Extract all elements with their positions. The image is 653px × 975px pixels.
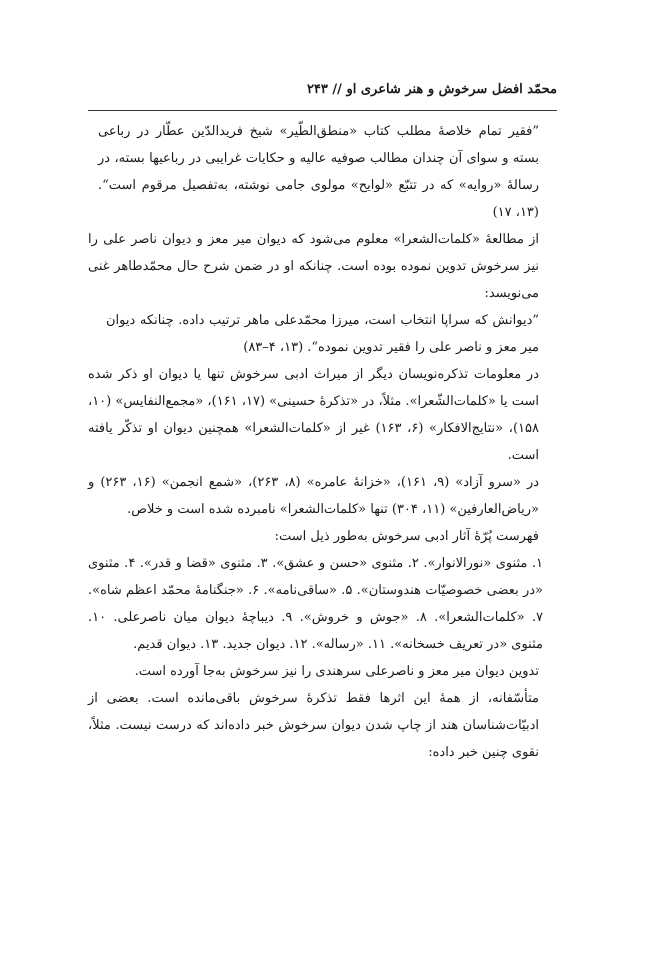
quote-paragraph: ”دیوانش که سراپا انتخاب است، میرزا محمّدعلی ماهر ترتیب داده. چنانکه دیوان میر معز و ناصر علی را فقیر تدوین نموده“. (۱۳، ۴–۸۳)	[106, 313, 539, 355]
body-paragraph: در معلومات تذکره‌نویسان دیگر از میراث ادبی سرخوش تنها یا دیوان او ذکر شده است یا «کلمات‌الشّعرا». مثلاً، در «تذکرهٔ حسینی» (۱۷، ۱۶۱)، «مجمع‌النفایس» (۱۰، ۱۵۸)، «نتایج‌الافکار» (۶، ۱۶۳) غیر از «کلمات‌الشعرا» همچنین دیوان او تذکّر یافته است.	[87, 367, 539, 463]
list-intro: فهرست پُرّهٔ آثار ادبی سرخوش به‌طور ذیل است:	[274, 529, 539, 544]
page-body	[88, 118, 557, 766]
body-paragraph: در «سرو آزاد» (۹، ۱۶۱)، «خزانهٔ عامره» (۸، ۲۶۳)، «شمع انجمن» (۱۶، ۲۶۳) و «ریاض‌العارفین» (۱۱، ۳۰۴) تنها «کلمات‌الشعرا» نامبرده شده است و خلاص.	[88, 475, 540, 517]
works-list: ۱. مثنوی «نورالانوار». ۲. مثنوی «حسن و عشق». ۳. مثنوی «قضا و قدر». ۴. مثنوی «در بعضی خصوصیّات هندوستان». ۵. «ساقی‌نامه». ۶. «جنگنامهٔ محمّد اعظم شاه». ۷. «کلمات‌الشعرا». ۸. «جوش و خروش». ۹. دیباچهٔ دیوان میان ناصرعلی. ۱۰. مثنوی «در تعریف خسخانه». ۱۱. «رساله». ۱۲. دیوان جدید. ۱۳. دیوان قدیم.	[88, 556, 544, 652]
body-paragraph: از مطالعهٔ «کلمات‌الشعرا» معلوم می‌شود که دیوان میر معز و دیوان ناصر علی را نیز سرخوش تدوین نموده بوده است. چنانکه او در ضمن شرح حال محمّدطاهر غنی می‌نویسد:	[88, 232, 539, 301]
quote-paragraph: ”فقیر تمام خلاصهٔ مطلب کتاب «منطق‌الطّیر» شیخ فریدالدّین عطّار در رباعی بسته و سوای آن چندان مطالب صوفیه عالیه و حکایات غرایبی در رباعیها بسته، در رسالهٔ «روایه» که در تتبّع «لوایح» مولوی جامی نوشته، به‌تفصیل مرقوم است“. (۱۳، ۱۷)	[98, 124, 539, 220]
header-rule	[88, 110, 557, 111]
body-paragraph: تدوین دیوان میر معز و ناصرعلی سرهندی را نیز سرخوش به‌جا آورده است.	[134, 664, 539, 679]
running-header: محمّد افضل سرخوش و هنر شاعری او // ۲۴۳	[306, 82, 557, 97]
body-paragraph: متأسّفانه، از همهٔ این اثرها فقط تذکرهٔ سرخوش باقی‌مانده است. بعضی از ادبیّات‌شناسان هند از چاپ شدن دیوان سرخوش خبر داده‌اند که درست نیست. مثلاً، نقوی چنین خبر داده:	[88, 691, 539, 760]
